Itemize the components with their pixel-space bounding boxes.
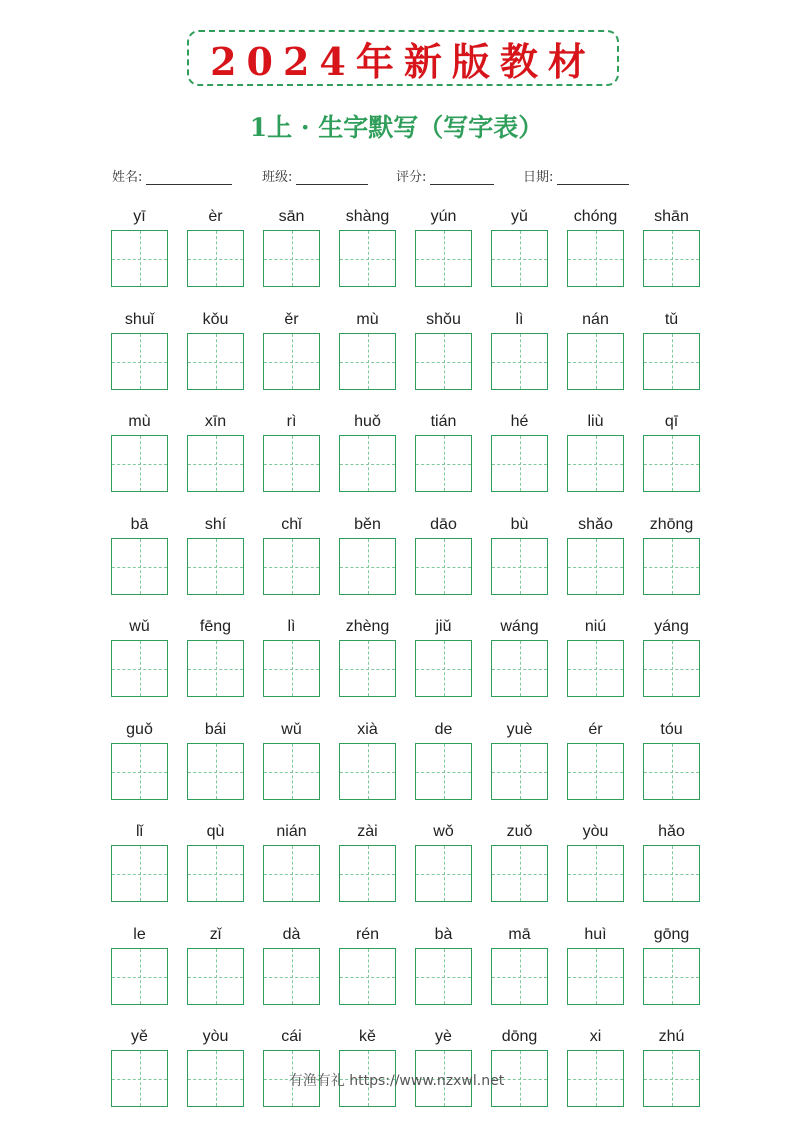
character-cell bbox=[187, 1026, 244, 1048]
character-cell bbox=[111, 206, 168, 228]
score-label: 评分: bbox=[396, 170, 427, 185]
character-cell bbox=[263, 719, 320, 741]
tianzige-box[interactable] bbox=[415, 743, 472, 800]
pinyin-label: nán bbox=[582, 311, 609, 328]
page-subtitle: 1上 · 生字默写（写字表） bbox=[249, 113, 544, 142]
guide-line-horizontal bbox=[416, 874, 471, 875]
tianzige-box[interactable] bbox=[187, 538, 244, 595]
guide-line-horizontal bbox=[644, 772, 699, 773]
tianzige-box[interactable] bbox=[415, 538, 472, 595]
tianzige-box[interactable] bbox=[643, 230, 700, 287]
pinyin-label: shān bbox=[654, 208, 689, 225]
character-cell bbox=[263, 821, 320, 843]
pinyin-label: wǔ bbox=[281, 721, 302, 738]
guide-line-horizontal bbox=[188, 874, 243, 875]
guide-line-horizontal bbox=[492, 259, 547, 260]
guide-line-horizontal bbox=[264, 362, 319, 363]
tianzige-box[interactable] bbox=[567, 230, 624, 287]
tianzige-box[interactable] bbox=[111, 948, 168, 1005]
tianzige-box[interactable] bbox=[339, 948, 396, 1005]
guide-line-horizontal bbox=[492, 874, 547, 875]
pinyin-label: shàng bbox=[345, 208, 390, 225]
tianzige-box[interactable] bbox=[491, 230, 548, 287]
pinyin-label: dāo bbox=[430, 516, 457, 533]
character-cell bbox=[187, 411, 244, 433]
pinyin-label: yòu bbox=[582, 823, 609, 840]
guide-line-horizontal bbox=[188, 977, 243, 978]
guide-line-horizontal bbox=[644, 669, 699, 670]
guide-line-horizontal bbox=[416, 259, 471, 260]
tianzige-box[interactable] bbox=[339, 640, 396, 697]
character-cell bbox=[567, 411, 624, 433]
guide-line-horizontal bbox=[340, 567, 395, 568]
character-cell bbox=[491, 616, 548, 638]
guide-line-horizontal bbox=[644, 464, 699, 465]
guide-line-horizontal bbox=[492, 567, 547, 568]
tianzige-box[interactable] bbox=[491, 435, 548, 492]
tianzige-box[interactable] bbox=[263, 948, 320, 1005]
pinyin-label: kě bbox=[359, 1028, 376, 1045]
tianzige-box[interactable] bbox=[415, 230, 472, 287]
character-cell bbox=[263, 309, 320, 331]
tianzige-box[interactable] bbox=[187, 845, 244, 902]
tianzige-box[interactable] bbox=[111, 743, 168, 800]
tianzige-box[interactable] bbox=[187, 230, 244, 287]
character-cell bbox=[187, 821, 244, 843]
pinyin-label: dà bbox=[282, 926, 301, 943]
class-label: 班级: bbox=[262, 170, 293, 185]
character-cell bbox=[111, 514, 168, 536]
guide-line-horizontal bbox=[416, 567, 471, 568]
tianzige-box[interactable] bbox=[187, 640, 244, 697]
guide-line-horizontal bbox=[340, 772, 395, 773]
pinyin-label: zài bbox=[357, 823, 378, 840]
pinyin-label: gōng bbox=[653, 926, 690, 943]
pinyin-label: bái bbox=[204, 721, 227, 738]
pinyin-label: hǎo bbox=[658, 823, 685, 840]
score-field bbox=[396, 166, 494, 185]
character-cell bbox=[643, 411, 700, 433]
tianzige-box[interactable] bbox=[643, 538, 700, 595]
tianzige-box[interactable] bbox=[567, 538, 624, 595]
guide-line-horizontal bbox=[492, 772, 547, 773]
character-cell bbox=[339, 309, 396, 331]
pinyin-label: bā bbox=[130, 516, 149, 533]
character-cell bbox=[643, 616, 700, 638]
character-cell bbox=[339, 206, 396, 228]
character-cell bbox=[491, 924, 548, 946]
tianzige-box[interactable] bbox=[491, 640, 548, 697]
character-cell bbox=[567, 719, 624, 741]
character-cell bbox=[643, 924, 700, 946]
tianzige-box[interactable] bbox=[263, 538, 320, 595]
tianzige-box[interactable] bbox=[263, 743, 320, 800]
guide-line-horizontal bbox=[644, 362, 699, 363]
pinyin-label: zhèng bbox=[345, 618, 390, 635]
character-cell bbox=[567, 924, 624, 946]
pinyin-label: fēng bbox=[199, 618, 232, 635]
character-cell bbox=[187, 719, 244, 741]
pinyin-label: ěr bbox=[284, 311, 299, 328]
title-box bbox=[187, 30, 619, 86]
character-cell bbox=[339, 616, 396, 638]
tianzige-box[interactable] bbox=[567, 845, 624, 902]
tianzige-box[interactable] bbox=[643, 333, 700, 390]
pinyin-label: rén bbox=[355, 926, 380, 943]
character-cell bbox=[263, 411, 320, 433]
character-cell bbox=[339, 821, 396, 843]
tianzige-box[interactable] bbox=[643, 640, 700, 697]
character-cell bbox=[491, 1026, 548, 1048]
character-cell bbox=[263, 514, 320, 536]
pinyin-label: liù bbox=[587, 413, 604, 430]
guide-line-horizontal bbox=[188, 772, 243, 773]
guide-line-horizontal bbox=[112, 567, 167, 568]
guide-line-horizontal bbox=[644, 874, 699, 875]
guide-line-horizontal bbox=[644, 567, 699, 568]
character-cell bbox=[111, 924, 168, 946]
guide-line-horizontal bbox=[416, 977, 471, 978]
guide-line-horizontal bbox=[416, 772, 471, 773]
pinyin-label: lǐ bbox=[135, 823, 144, 840]
character-cell bbox=[339, 924, 396, 946]
tianzige-box[interactable] bbox=[643, 743, 700, 800]
character-cell bbox=[415, 616, 472, 638]
guide-line-horizontal bbox=[416, 669, 471, 670]
tianzige-box[interactable] bbox=[339, 230, 396, 287]
pinyin-label: lì bbox=[515, 311, 524, 328]
pinyin-label: tóu bbox=[660, 721, 683, 738]
tianzige-box[interactable] bbox=[339, 333, 396, 390]
guide-line-horizontal bbox=[568, 772, 623, 773]
guide-line-horizontal bbox=[340, 464, 395, 465]
tianzige-box[interactable] bbox=[491, 845, 548, 902]
tianzige-box[interactable] bbox=[415, 333, 472, 390]
pinyin-label: qù bbox=[206, 823, 225, 840]
tianzige-box[interactable] bbox=[339, 845, 396, 902]
page-title: 2024年新版教材 bbox=[210, 38, 596, 84]
tianzige-box[interactable] bbox=[339, 743, 396, 800]
tianzige-box[interactable] bbox=[567, 333, 624, 390]
name-label: 姓名: bbox=[112, 170, 143, 185]
pinyin-label: cái bbox=[281, 1028, 302, 1045]
guide-line-horizontal bbox=[112, 464, 167, 465]
pinyin-label: xīn bbox=[204, 413, 227, 430]
pinyin-label: zhú bbox=[658, 1028, 685, 1045]
tianzige-box[interactable] bbox=[643, 845, 700, 902]
pinyin-label: huì bbox=[584, 926, 607, 943]
character-cell bbox=[491, 719, 548, 741]
pinyin-label: yòu bbox=[202, 1028, 229, 1045]
tianzige-box[interactable] bbox=[339, 435, 396, 492]
score-blank[interactable] bbox=[430, 170, 494, 185]
tianzige-box[interactable] bbox=[567, 948, 624, 1005]
tianzige-box[interactable] bbox=[415, 435, 472, 492]
tianzige-box[interactable] bbox=[415, 640, 472, 697]
guide-line-horizontal bbox=[112, 977, 167, 978]
guide-line-horizontal bbox=[568, 669, 623, 670]
character-cell bbox=[415, 514, 472, 536]
character-cell bbox=[491, 411, 548, 433]
guide-line-horizontal bbox=[112, 772, 167, 773]
pinyin-label: mù bbox=[356, 311, 379, 328]
guide-line-horizontal bbox=[188, 362, 243, 363]
guide-line-horizontal bbox=[264, 977, 319, 978]
character-cell bbox=[111, 719, 168, 741]
pinyin-label: yún bbox=[430, 208, 457, 225]
character-cell bbox=[263, 206, 320, 228]
pinyin-label: sān bbox=[278, 208, 305, 225]
character-cell bbox=[187, 514, 244, 536]
tianzige-box[interactable] bbox=[187, 743, 244, 800]
tianzige-box[interactable] bbox=[567, 435, 624, 492]
guide-line-horizontal bbox=[568, 362, 623, 363]
pinyin-label: yuè bbox=[506, 721, 533, 738]
pinyin-label: tǔ bbox=[664, 311, 679, 328]
pinyin-label: shǎo bbox=[578, 516, 613, 533]
tianzige-box[interactable] bbox=[415, 948, 472, 1005]
guide-line-horizontal bbox=[112, 259, 167, 260]
pinyin-label: yǔ bbox=[511, 208, 528, 225]
pinyin-label: jiǔ bbox=[435, 618, 452, 635]
character-cell bbox=[263, 924, 320, 946]
pinyin-label: xià bbox=[357, 721, 378, 738]
guide-line-horizontal bbox=[188, 259, 243, 260]
pinyin-label: shí bbox=[204, 516, 227, 533]
pinyin-label: xi bbox=[589, 1028, 602, 1045]
character-cell bbox=[111, 1026, 168, 1048]
tianzige-box[interactable] bbox=[111, 845, 168, 902]
character-cell bbox=[415, 309, 472, 331]
character-cell bbox=[643, 719, 700, 741]
guide-line-horizontal bbox=[492, 362, 547, 363]
tianzige-box[interactable] bbox=[111, 538, 168, 595]
guide-line-horizontal bbox=[492, 464, 547, 465]
pinyin-label: ér bbox=[588, 721, 603, 738]
guide-line-horizontal bbox=[492, 977, 547, 978]
tianzige-box[interactable] bbox=[491, 538, 548, 595]
character-cell bbox=[643, 821, 700, 843]
pinyin-label: bà bbox=[434, 926, 453, 943]
pinyin-label: nián bbox=[276, 823, 307, 840]
character-cell bbox=[567, 514, 624, 536]
pinyin-label: kǒu bbox=[202, 311, 229, 328]
character-cell bbox=[567, 821, 624, 843]
date-label: 日期: bbox=[523, 170, 554, 185]
pinyin-label: lì bbox=[287, 618, 296, 635]
pinyin-label: mā bbox=[508, 926, 531, 943]
guide-line-horizontal bbox=[340, 977, 395, 978]
guide-line-horizontal bbox=[416, 464, 471, 465]
pinyin-label: chóng bbox=[573, 208, 618, 225]
tianzige-box[interactable] bbox=[491, 333, 548, 390]
pinyin-label: de bbox=[434, 721, 453, 738]
tianzige-box[interactable] bbox=[491, 948, 548, 1005]
character-cell bbox=[187, 616, 244, 638]
pinyin-label: wáng bbox=[500, 618, 539, 635]
character-cell bbox=[339, 1026, 396, 1048]
guide-line-horizontal bbox=[264, 259, 319, 260]
tianzige-box[interactable] bbox=[263, 333, 320, 390]
pinyin-label: rì bbox=[286, 413, 297, 430]
tianzige-box[interactable] bbox=[643, 948, 700, 1005]
character-cell bbox=[339, 411, 396, 433]
tianzige-box[interactable] bbox=[263, 640, 320, 697]
tianzige-box[interactable] bbox=[643, 435, 700, 492]
pinyin-label: huǒ bbox=[354, 413, 381, 430]
tianzige-box[interactable] bbox=[339, 538, 396, 595]
character-cell bbox=[415, 206, 472, 228]
tianzige-box[interactable] bbox=[415, 845, 472, 902]
pinyin-label: le bbox=[133, 926, 146, 943]
guide-line-horizontal bbox=[340, 362, 395, 363]
character-cell bbox=[187, 206, 244, 228]
guide-line-horizontal bbox=[644, 977, 699, 978]
date-field bbox=[523, 166, 629, 185]
character-cell bbox=[263, 1026, 320, 1048]
guide-line-horizontal bbox=[264, 464, 319, 465]
guide-line-horizontal bbox=[568, 977, 623, 978]
tianzige-box[interactable] bbox=[111, 230, 168, 287]
character-cell bbox=[111, 821, 168, 843]
character-cell bbox=[415, 411, 472, 433]
tianzige-box[interactable] bbox=[111, 333, 168, 390]
guide-line-horizontal bbox=[188, 669, 243, 670]
character-cell bbox=[111, 411, 168, 433]
tianzige-box[interactable] bbox=[111, 640, 168, 697]
pinyin-label: èr bbox=[208, 208, 223, 225]
guide-line-horizontal bbox=[340, 259, 395, 260]
guide-line-horizontal bbox=[340, 669, 395, 670]
character-cell bbox=[187, 309, 244, 331]
character-cell bbox=[111, 309, 168, 331]
guide-line-horizontal bbox=[264, 669, 319, 670]
guide-line-horizontal bbox=[644, 259, 699, 260]
character-cell bbox=[491, 514, 548, 536]
guide-line-horizontal bbox=[112, 362, 167, 363]
tianzige-box[interactable] bbox=[567, 640, 624, 697]
character-cell bbox=[339, 514, 396, 536]
pinyin-label: yī bbox=[133, 208, 146, 225]
character-cell bbox=[643, 309, 700, 331]
pinyin-label: shuǐ bbox=[124, 311, 155, 328]
character-cell bbox=[491, 206, 548, 228]
guide-line-horizontal bbox=[264, 874, 319, 875]
guide-line-horizontal bbox=[188, 567, 243, 568]
character-cell bbox=[643, 206, 700, 228]
pinyin-label: hé bbox=[510, 413, 529, 430]
pinyin-label: běn bbox=[354, 516, 381, 533]
character-cell bbox=[567, 309, 624, 331]
pinyin-label: zuǒ bbox=[506, 823, 533, 840]
character-cell bbox=[415, 719, 472, 741]
guide-line-horizontal bbox=[568, 464, 623, 465]
pinyin-label: dōng bbox=[501, 1028, 538, 1045]
character-cell bbox=[111, 616, 168, 638]
guide-line-horizontal bbox=[340, 874, 395, 875]
guide-line-horizontal bbox=[568, 567, 623, 568]
student-info-row bbox=[0, 166, 793, 186]
guide-line-horizontal bbox=[492, 669, 547, 670]
pinyin-label: zhōng bbox=[649, 516, 694, 533]
character-cell bbox=[643, 514, 700, 536]
pinyin-label: tián bbox=[430, 413, 457, 430]
tianzige-box[interactable] bbox=[263, 230, 320, 287]
tianzige-box[interactable] bbox=[187, 435, 244, 492]
tianzige-box[interactable] bbox=[263, 435, 320, 492]
character-cell bbox=[567, 616, 624, 638]
character-cell bbox=[263, 616, 320, 638]
pinyin-label: zǐ bbox=[209, 926, 222, 943]
name-blank[interactable] bbox=[146, 170, 232, 185]
guide-line-horizontal bbox=[188, 464, 243, 465]
character-cell bbox=[415, 1026, 472, 1048]
guide-line-horizontal bbox=[568, 874, 623, 875]
guide-line-horizontal bbox=[264, 567, 319, 568]
tianzige-box[interactable] bbox=[111, 435, 168, 492]
character-cell bbox=[415, 821, 472, 843]
character-cell bbox=[567, 1026, 624, 1048]
character-cell bbox=[491, 821, 548, 843]
character-cell bbox=[187, 924, 244, 946]
guide-line-horizontal bbox=[568, 259, 623, 260]
guide-line-horizontal bbox=[416, 362, 471, 363]
pinyin-label: wǒ bbox=[433, 823, 454, 840]
pinyin-label: chǐ bbox=[281, 516, 302, 533]
name-field bbox=[112, 166, 232, 185]
watermark: 有渔有礼 https://www.nzxwl.net bbox=[288, 1073, 505, 1089]
guide-line-horizontal bbox=[112, 874, 167, 875]
guide-line-horizontal bbox=[112, 669, 167, 670]
tianzige-box[interactable] bbox=[567, 743, 624, 800]
tianzige-box[interactable] bbox=[187, 333, 244, 390]
character-cell bbox=[415, 924, 472, 946]
character-cell bbox=[643, 1026, 700, 1048]
class-blank[interactable] bbox=[296, 170, 368, 185]
character-cell bbox=[567, 206, 624, 228]
tianzige-box[interactable] bbox=[263, 845, 320, 902]
character-cell bbox=[491, 309, 548, 331]
class-field bbox=[262, 166, 368, 185]
tianzige-box[interactable] bbox=[187, 948, 244, 1005]
pinyin-label: yě bbox=[131, 1028, 148, 1045]
guide-line-horizontal bbox=[264, 772, 319, 773]
character-cell bbox=[339, 719, 396, 741]
pinyin-label: yáng bbox=[654, 618, 689, 635]
tianzige-box[interactable] bbox=[491, 743, 548, 800]
pinyin-label: mù bbox=[128, 413, 151, 430]
pinyin-label: yè bbox=[435, 1028, 452, 1045]
pinyin-label: qī bbox=[664, 413, 679, 430]
pinyin-label: wǔ bbox=[129, 618, 150, 635]
pinyin-label: bù bbox=[510, 516, 529, 533]
pinyin-label: guǒ bbox=[126, 721, 153, 738]
pinyin-label: shǒu bbox=[426, 311, 461, 328]
date-blank[interactable] bbox=[557, 170, 629, 185]
pinyin-label: niú bbox=[584, 618, 607, 635]
